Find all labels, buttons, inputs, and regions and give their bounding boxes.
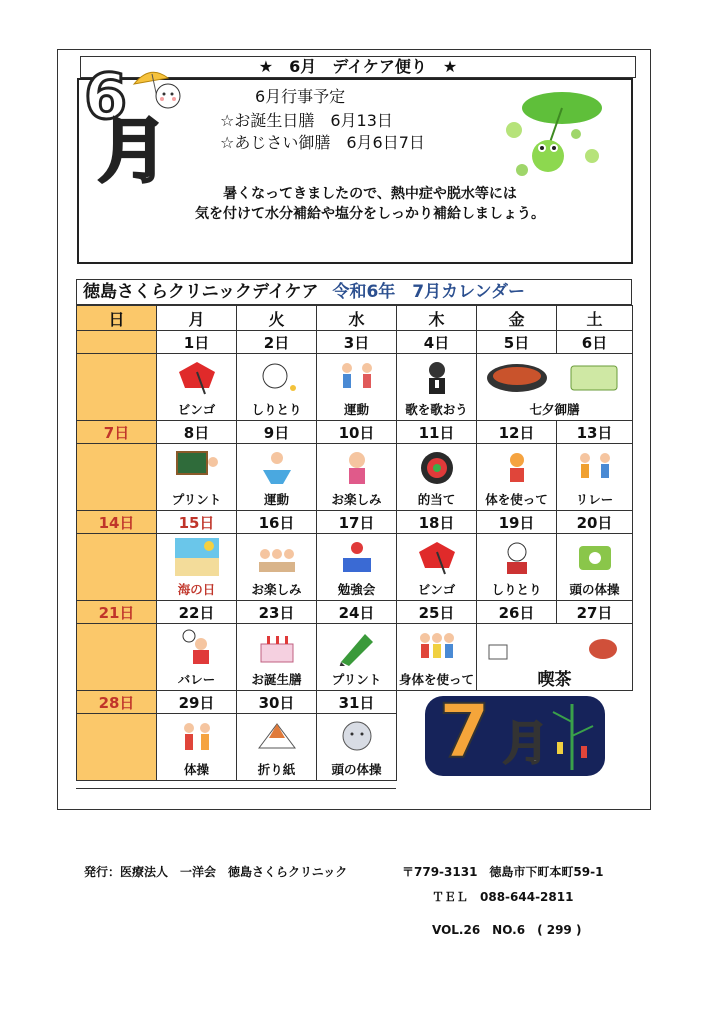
activity-cell: お誕生膳 <box>237 624 317 691</box>
date-row <box>77 511 633 534</box>
activity-cell <box>77 354 157 421</box>
thinking-person-icon <box>255 358 299 396</box>
publisher: 発行：医療法人 一洋会 徳島さくらクリニック <box>84 865 348 879</box>
weekday-mon: 月 <box>157 306 237 331</box>
date-cell: 9日 <box>237 421 317 444</box>
brain-game-icon <box>573 538 617 576</box>
event-birthday: ☆お誕生日膳 6月13日 <box>220 111 393 130</box>
calendar-title-bar <box>76 279 632 305</box>
umbrella-character-icon <box>128 62 192 118</box>
date-cell: 26日 <box>477 601 557 624</box>
activity-row <box>77 534 633 601</box>
activity-cell: しりとり <box>237 354 317 421</box>
stretching-icon <box>175 718 219 756</box>
date-cell: 7日 <box>77 421 157 444</box>
address: 〒779-3131 徳島市下町本町59-1 <box>402 865 604 879</box>
pencil-icon <box>335 628 379 666</box>
activity-cell: 的当て <box>397 444 477 511</box>
volume-number: VOL.26 NO.6 ( 299 ) <box>432 923 582 937</box>
weekday-sun: 日 <box>77 306 157 331</box>
activity-cell: 体を使って <box>477 444 557 511</box>
activity-cell: プリント <box>317 624 397 691</box>
activity-cell: 身体を使って <box>397 624 477 691</box>
body-move-icon <box>495 448 539 486</box>
date-cell: 27日 <box>557 601 633 624</box>
activity-row <box>77 624 633 691</box>
group-fun-icon <box>255 538 299 576</box>
activity-cell: 頭の体操 <box>317 714 397 781</box>
date-cell-holiday: 15日 <box>157 511 237 534</box>
dancing-icon <box>255 448 299 486</box>
date-cell: 17日 <box>317 511 397 534</box>
activity-cell: バレー <box>157 624 237 691</box>
date-cell: 11日 <box>397 421 477 444</box>
big-june-month: 月 <box>98 110 168 192</box>
activity-cell: 運動 <box>317 354 397 421</box>
date-cell: 25日 <box>397 601 477 624</box>
activity-cell: 歌を歌おう <box>397 354 477 421</box>
date-cell: 21日 <box>77 601 157 624</box>
date-cell: 29日 <box>157 691 237 714</box>
july-illustration-cell <box>397 688 633 781</box>
blackboard-icon <box>175 448 219 486</box>
date-cell: 18日 <box>397 511 477 534</box>
weekday-fri: 金 <box>477 306 557 331</box>
clinic-name: 徳島さくらクリニックデイケア <box>83 282 319 302</box>
weekday-sat: 土 <box>557 306 633 331</box>
date-cell: 24日 <box>317 601 397 624</box>
weekday-wed: 水 <box>317 306 397 331</box>
weekday-row <box>77 306 633 331</box>
activity-cell-holiday: 海の日 <box>157 534 237 601</box>
events-title: 6月行事予定 <box>255 87 346 106</box>
volleyball-icon <box>175 628 219 666</box>
activity-cell: 折り紙 <box>237 714 317 781</box>
date-cell: 19日 <box>477 511 557 534</box>
activity-cell: リレー <box>557 444 633 511</box>
elder-face-icon <box>335 718 379 756</box>
relay-icon <box>573 448 617 486</box>
tea-cake-icon <box>483 627 623 665</box>
date-cell: 28日 <box>77 691 157 714</box>
date-cell: 14日 <box>77 511 157 534</box>
date-cell: 3日 <box>317 331 397 354</box>
activity-cell-tanabata: 七夕御膳 <box>477 354 633 421</box>
activity-cell: プリント <box>157 444 237 511</box>
activity-row <box>77 444 633 511</box>
activity-cell: しりとり <box>477 534 557 601</box>
activity-row <box>77 354 633 421</box>
newsletter-title: ★ 6月 デイケア便り ★ <box>80 56 636 78</box>
date-cell: 4日 <box>397 331 477 354</box>
notice-line-1: 暑くなってきましたので、熱中症や脱水等には <box>223 186 517 202</box>
date-cell: 23日 <box>237 601 317 624</box>
activity-cell-cafe: 喫茶 <box>477 624 633 691</box>
date-cell: 31日 <box>317 691 397 714</box>
date-row <box>77 331 633 354</box>
weekday-thu: 木 <box>397 306 477 331</box>
july-calendar <box>76 305 633 781</box>
activity-cell: お楽しみ <box>237 534 317 601</box>
date-row <box>77 601 633 624</box>
big-july-number: 7 <box>438 688 491 775</box>
activity-cell: ビンゴ <box>157 354 237 421</box>
date-cell: 30日 <box>237 691 317 714</box>
date-cell: 8日 <box>157 421 237 444</box>
date-cell: 10日 <box>317 421 397 444</box>
bamboo-icon <box>545 702 599 772</box>
group-exercise-icon <box>415 628 459 666</box>
big-june-number: 6 <box>84 60 128 133</box>
activity-cell <box>77 534 157 601</box>
bingo-icon <box>415 538 459 576</box>
birthday-cake-icon <box>255 628 299 666</box>
calendar-bottom-border <box>76 788 396 789</box>
telephone: ＴＥＬ 088-644-2811 <box>432 890 574 904</box>
calendar-title: 令和6年 7月カレンダー <box>332 282 526 302</box>
date-cell: 6日 <box>557 331 633 354</box>
activity-cell: ビンゴ <box>397 534 477 601</box>
fun-person-icon <box>335 448 379 486</box>
weekday-tue: 火 <box>237 306 317 331</box>
date-cell <box>77 331 157 354</box>
date-row <box>77 421 633 444</box>
date-cell: 2日 <box>237 331 317 354</box>
activity-cell: 頭の体操 <box>557 534 633 601</box>
big-july-month: 月 <box>502 715 549 770</box>
singer-icon <box>415 358 459 396</box>
exercise-people-icon <box>335 358 379 396</box>
word-game-icon <box>495 538 539 576</box>
event-hydrangea: ☆あじさい御膳 6月6日7日 <box>220 133 425 152</box>
date-row <box>77 691 633 714</box>
date-cell: 5日 <box>477 331 557 354</box>
activity-cell: 運動 <box>237 444 317 511</box>
beach-icon <box>175 538 219 576</box>
notice-line-2: 気を付けて水分補給や塩分をしっかり補給しましょう。 <box>195 206 545 222</box>
activity-cell <box>77 444 157 511</box>
activity-cell <box>77 714 157 781</box>
date-cell: 22日 <box>157 601 237 624</box>
date-cell: 20日 <box>557 511 633 534</box>
bingo-icon <box>175 358 219 396</box>
activity-cell: 勉強会 <box>317 534 397 601</box>
study-icon <box>335 538 379 576</box>
activity-cell: お楽しみ <box>317 444 397 511</box>
date-cell: 13日 <box>557 421 633 444</box>
origami-icon <box>255 718 299 756</box>
frog-leaf-icon <box>500 86 610 186</box>
activity-cell <box>77 624 157 691</box>
tanabata-meal-icon <box>485 358 625 396</box>
activity-cell: 体操 <box>157 714 237 781</box>
date-cell: 16日 <box>237 511 317 534</box>
date-cell: 12日 <box>477 421 557 444</box>
date-cell: 1日 <box>157 331 237 354</box>
dartboard-icon <box>415 448 459 486</box>
